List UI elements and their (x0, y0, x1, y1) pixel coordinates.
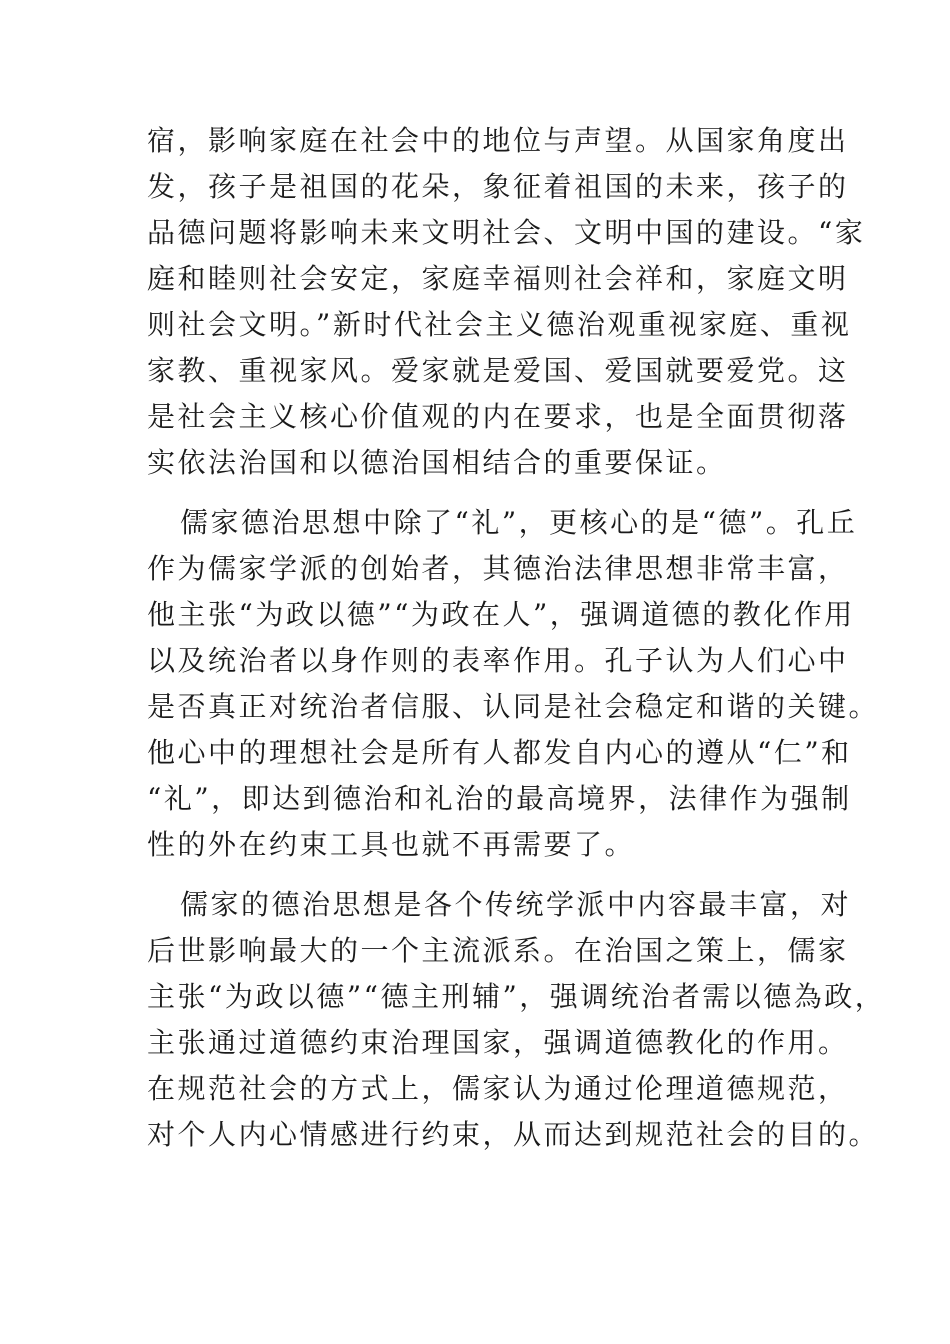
text-line: 品德问题将影响未来文明社会、文明中国的建设。“家 (147, 216, 866, 249)
text-line: 儒家德治思想中除了“礼”，更核心的是“德”。孔丘 (180, 506, 858, 539)
text-line: 主张通过道德约束治理国家，强调道德教化的作用。 (147, 1026, 849, 1059)
text-line: 在规范社会的方式上，儒家认为通过伦理道德规范， (147, 1072, 849, 1105)
text-line: 儒家的德治思想是各个传统学派中内容最丰富，对 (180, 888, 852, 921)
text-line: 实依法治国和以德治国相结合的重要保证。 (147, 446, 727, 479)
text-line: 他心中的理想社会是所有人都发自内心的遵从“仁”和 (147, 736, 852, 769)
text-line: 是否真正对统治者信服、认同是社会稳定和谐的关键。 (147, 690, 880, 723)
text-line: 宿，影响家庭在社会中的地位与声望。从国家角度出 (147, 124, 849, 157)
text-line: 发，孩子是祖国的花朵，象征着祖国的未来，孩子的 (147, 170, 849, 203)
text-line: 主张“为政以德”“德主刑辅”，强调统治者需以德為政， (147, 980, 886, 1013)
text-line: 作为儒家学派的创始者，其德治法律思想非常丰富， (147, 552, 849, 585)
paragraph-2 (147, 500, 880, 868)
text-line: 以及统治者以身作则的表率作用。孔子认为人们心中 (147, 644, 849, 677)
text-line: 庭和睦则社会安定，家庭幸福则社会祥和，家庭文明 (147, 262, 849, 295)
body-text (147, 118, 886, 1158)
paragraph-1 (147, 118, 866, 486)
text-line: 他主张“为政以德”“为政在人”，强调道德的教化作用 (147, 598, 855, 631)
text-line: 后世影响最大的一个主流派系。在治国之策上，儒家 (147, 934, 849, 967)
text-line: 是社会主义核心价值观的内在要求，也是全面贯彻落 (147, 400, 849, 433)
text-line: 性的外在约束工具也就不再需要了。 (147, 828, 636, 861)
text-line: “礼”，即达到德治和礼治的最高境界，法律作为强制 (147, 782, 852, 815)
paragraph-3 (147, 882, 886, 1158)
text-line: 家教、重视家风。爱家就是爱国、爱国就要爱党。这 (147, 354, 849, 387)
text-line: 则社会文明。”新时代社会主义德治观重视家庭、重视 (147, 308, 852, 341)
text-line: 对个人内心情感进行约束，从而达到规范社会的目的。 (147, 1118, 880, 1151)
